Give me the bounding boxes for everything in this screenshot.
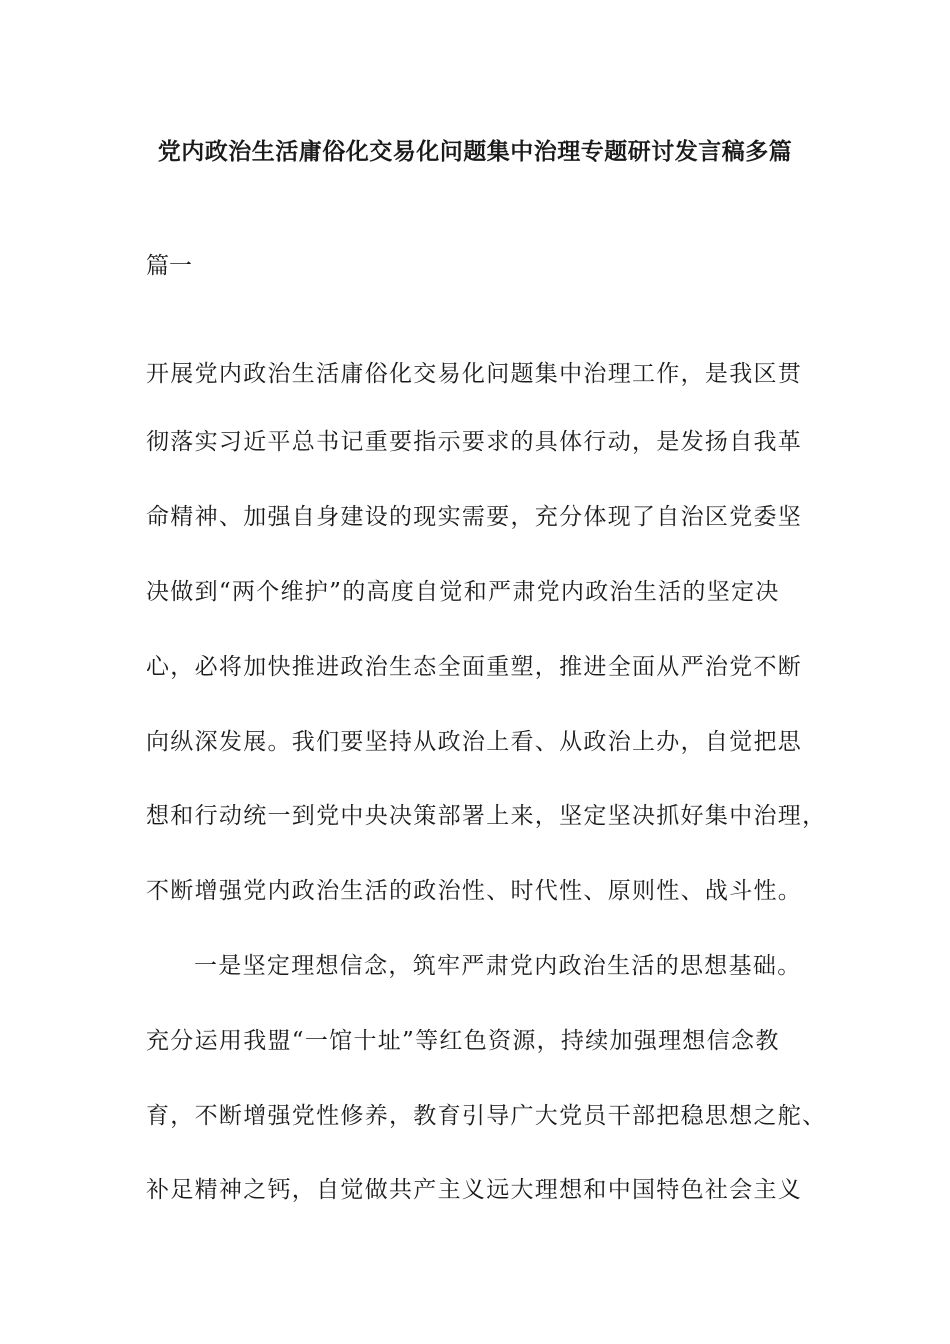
paragraph-line: 向纵深发展。我们要坚持从政治上看、从政治上办，自觉把思 xyxy=(146,729,803,755)
paragraph-line: 充分运用我盟“一馆十址”等红色资源，持续加强理想信念教 xyxy=(146,1028,780,1054)
paragraph-line: 命精神、加强自身建设的现实需要，充分体现了自治区党委坚 xyxy=(146,504,803,530)
paragraph-line: 心，必将加快推进政治生态全面重塑，推进全面从严治党不断 xyxy=(146,654,803,680)
paragraph-line: 彻落实习近平总书记重要指示要求的具体行动，是发扬自我革 xyxy=(146,429,803,455)
paragraph-line-indented: 一是坚定理想信念，筑牢严肃党内政治生活的思想基础。 xyxy=(194,953,802,979)
paragraph-line: 育，不断增强党性修养，教育引导广大党员干部把稳思想之舵、 xyxy=(146,1103,827,1129)
paragraph-line: 想和行动统一到党中央决策部署上来，坚定坚决抓好集中治理， xyxy=(146,803,827,829)
paragraph-line: 补足精神之钙，自觉做共产主义远大理想和中国特色社会主义 xyxy=(146,1177,803,1203)
paragraph-line: 开展党内政治生活庸俗化交易化问题集中治理工作，是我区贯 xyxy=(146,361,803,387)
paragraph-line: 决做到“两个维护”的高度自觉和严肃党内政治生活的坚定决 xyxy=(146,579,780,605)
section-heading: 篇一 xyxy=(146,253,192,279)
paragraph-line: 不断增强党内政治生活的政治性、时代性、原则性、战斗性。 xyxy=(146,878,803,904)
document-title: 党内政治生活庸俗化交易化问题集中治理专题研讨发言稿多篇 xyxy=(157,138,793,165)
